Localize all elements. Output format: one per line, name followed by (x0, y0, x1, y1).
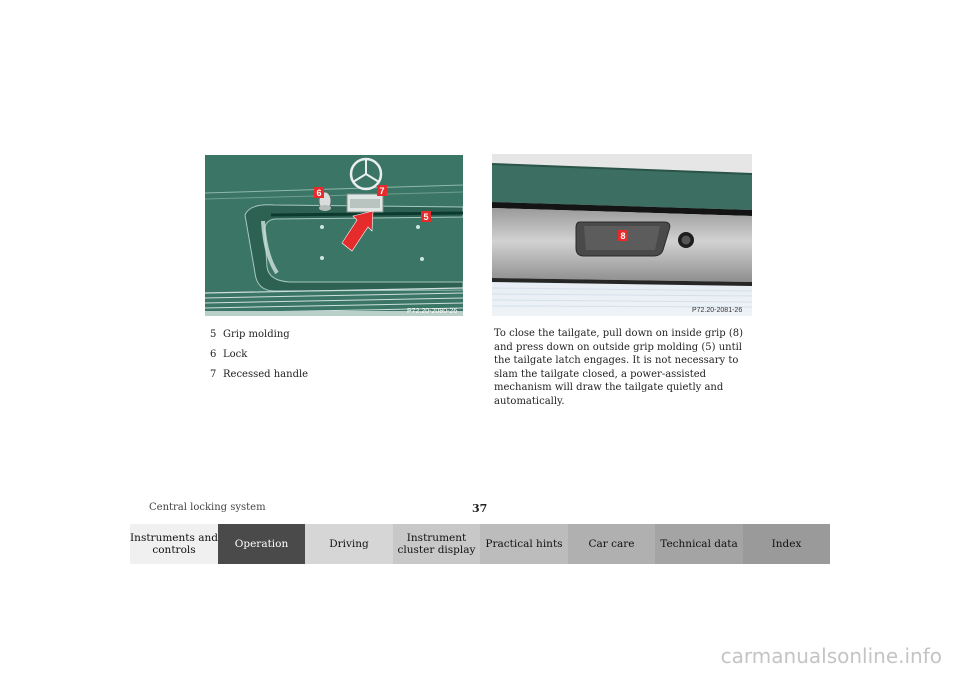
tab-instrument-cluster-display[interactable]: Instrument cluster display (393, 524, 480, 564)
tab-index[interactable]: Index (743, 524, 830, 564)
svg-text:5: 5 (423, 212, 429, 222)
callout-legend (210, 325, 308, 385)
svg-text:6: 6 (316, 188, 322, 198)
tailgate-exterior-illustration (205, 155, 463, 316)
legend-item: 5 Grip molding (210, 329, 290, 340)
instruction-paragraph: To close the tailgate, pull down on inside grip (8) and press down on outside grip molding (5) until the tailgate latch engages. It is not necessary to slam the tailgate closed, a power-assisted mechanism will draw the tailgate quietly and automatically. (494, 328, 743, 407)
figure-code: P72.20-2080-26 (407, 308, 458, 315)
section-title: Central locking system (149, 502, 266, 513)
lock-button-illustration (678, 232, 694, 248)
tab-technical-data[interactable]: Technical data (655, 524, 743, 564)
tab-driving[interactable]: Driving (305, 524, 393, 564)
callout-5 (421, 211, 431, 222)
callout-6 (314, 187, 324, 198)
chapter-tab-bar (130, 524, 830, 564)
tab-practical-hints[interactable]: Practical hints (480, 524, 568, 564)
callout-8 (618, 230, 628, 241)
tab-car-care[interactable]: Car care (568, 524, 655, 564)
svg-text:7: 7 (379, 186, 385, 196)
legend-item: 7 Recessed handle (210, 369, 309, 380)
callout-7 (377, 185, 387, 196)
tab-operation[interactable]: Operation (218, 524, 305, 564)
figure-code: P72.20-2081-26 (692, 307, 743, 314)
page-number: 37 (472, 502, 488, 515)
tailgate-interior-illustration (492, 154, 752, 316)
legend-item: 6 Lock (210, 349, 248, 360)
watermark: carmanualsonline.info (720, 644, 942, 668)
svg-text:8: 8 (620, 231, 626, 241)
page-footer-header (130, 502, 830, 518)
tab-instruments-and-controls[interactable]: Instruments and controls (130, 524, 218, 564)
